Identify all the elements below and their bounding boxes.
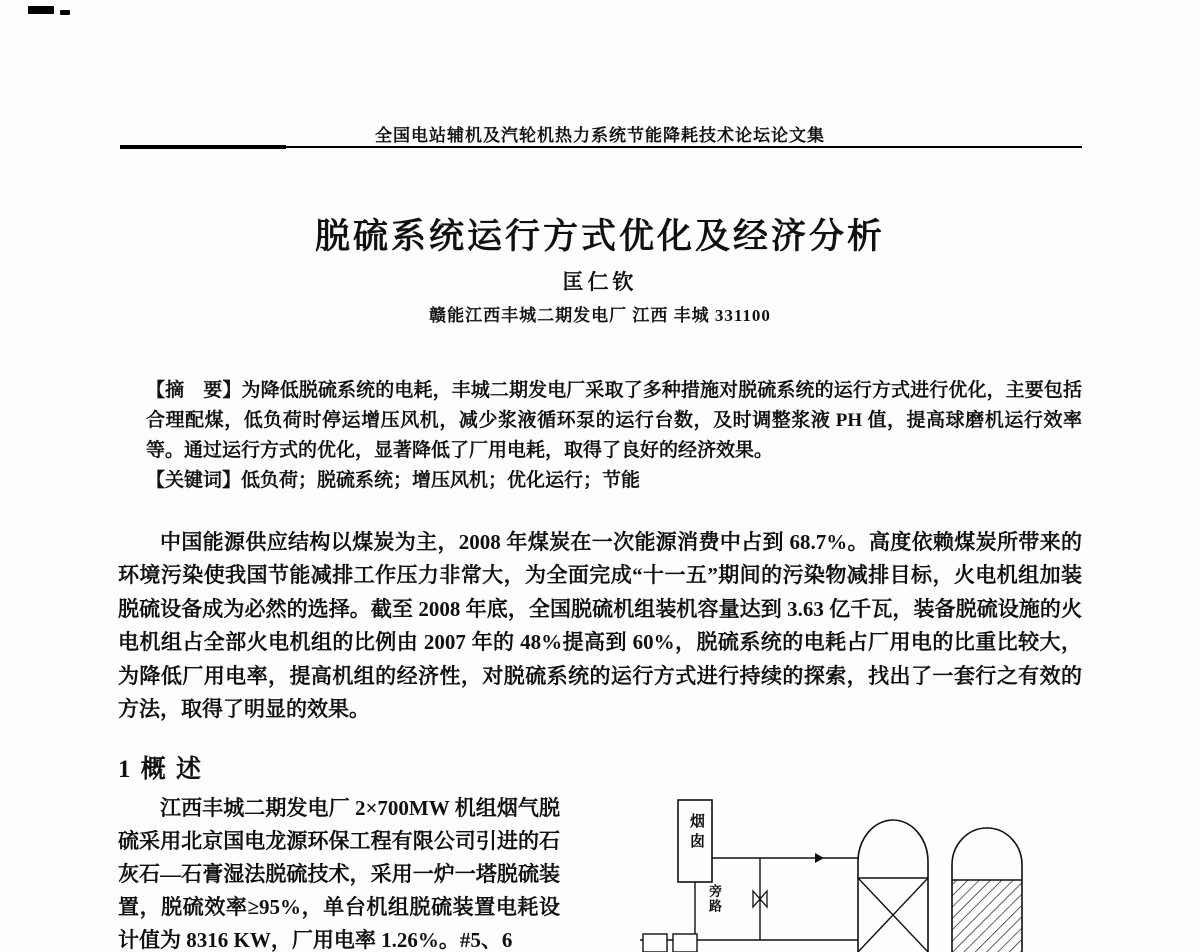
keywords-text: 低负荷；脱硫系统；增压风机；优化运行；节能 <box>241 470 641 491</box>
bypass-label: 旁路 <box>707 884 722 914</box>
chimney-label: 烟囱 <box>688 813 705 853</box>
author-name: 匡仁钦 <box>562 270 638 294</box>
equipment-box <box>643 934 667 952</box>
section1-heading: 1 概 述 <box>118 756 204 783</box>
absorber-tower-1 <box>858 820 928 952</box>
intro-paragraph: 中国能源供应结构以煤炭为主，2008 年煤炭在一次能源消费中占到 68.7%。高度依赖煤炭所带来的环境污染使我国节能减排工作压力非常大，为全面完成“十一五”期间的污染物减排目标，火电机组加装脱硫设备成为必然的选择。截至 2008 年底，全国脱硫机组装机容量达到 3.63 亿千瓦，装备脱硫设施的火电机组占全部火电机组的比例由 2007 年的 48%提高到 60%，脱硫系统的电耗占厂用电的比重比较大，为降低厂用电率，提高机组的经济性，对脱硫系统的运行方式进行持续的探索，找出了一套行之有效的方法，取得了明显的效果。 <box>118 530 1082 722</box>
abstract-paragraph <box>146 376 1082 466</box>
abstract-label: 【摘 要】 <box>146 380 242 401</box>
tower2-packing <box>952 880 1022 952</box>
section1-text: 江西丰城二期发电厂 2×700MW 机组烟气脱硫采用北京国电龙源环保工程有限公司引进的石灰石—石膏湿法脱硫技术，采用一炉一塔脱硫装置，脱硫效率≥95%，单台机组脱硫装置电耗设计值为 8316 KW，厂用电率 1.26%。#5、6 <box>118 796 560 952</box>
proceedings-header: 全国电站辅机及汽轮机热力系统节能降耗技术论坛论文集 <box>375 126 825 145</box>
abstract-block <box>146 376 1082 496</box>
scan-artifact <box>28 6 54 14</box>
header-rule-dark-segment <box>120 145 286 149</box>
equipment-box <box>673 934 697 952</box>
abstract-text: 为降低脱硫系统的电耗，丰城二期发电厂采取了多种措施对脱硫系统的运行方式进行优化，主要包括合理配煤，低负荷时停运增压风机，减少浆液循环泵的运行台数，及时调整浆液 PH 值，提高球磨机运行效率等。通过运行方式的优化，显著降低了厂用电耗，取得了良好的经济效果。 <box>146 380 1082 461</box>
bypass-valve-icon <box>753 891 760 907</box>
keywords-label: 【关键词】 <box>146 470 242 491</box>
author-affiliation: 赣能江西丰城二期发电厂 江西 丰城 331100 <box>429 306 771 325</box>
flow-arrow-icon <box>815 853 824 863</box>
keywords-line <box>146 466 1082 496</box>
scan-artifact <box>60 10 70 15</box>
fgd-flow-diagram <box>610 785 1110 952</box>
page-title: 脱硫系统运行方式优化及经济分析 <box>314 217 885 256</box>
bypass-valve-icon <box>760 891 767 907</box>
